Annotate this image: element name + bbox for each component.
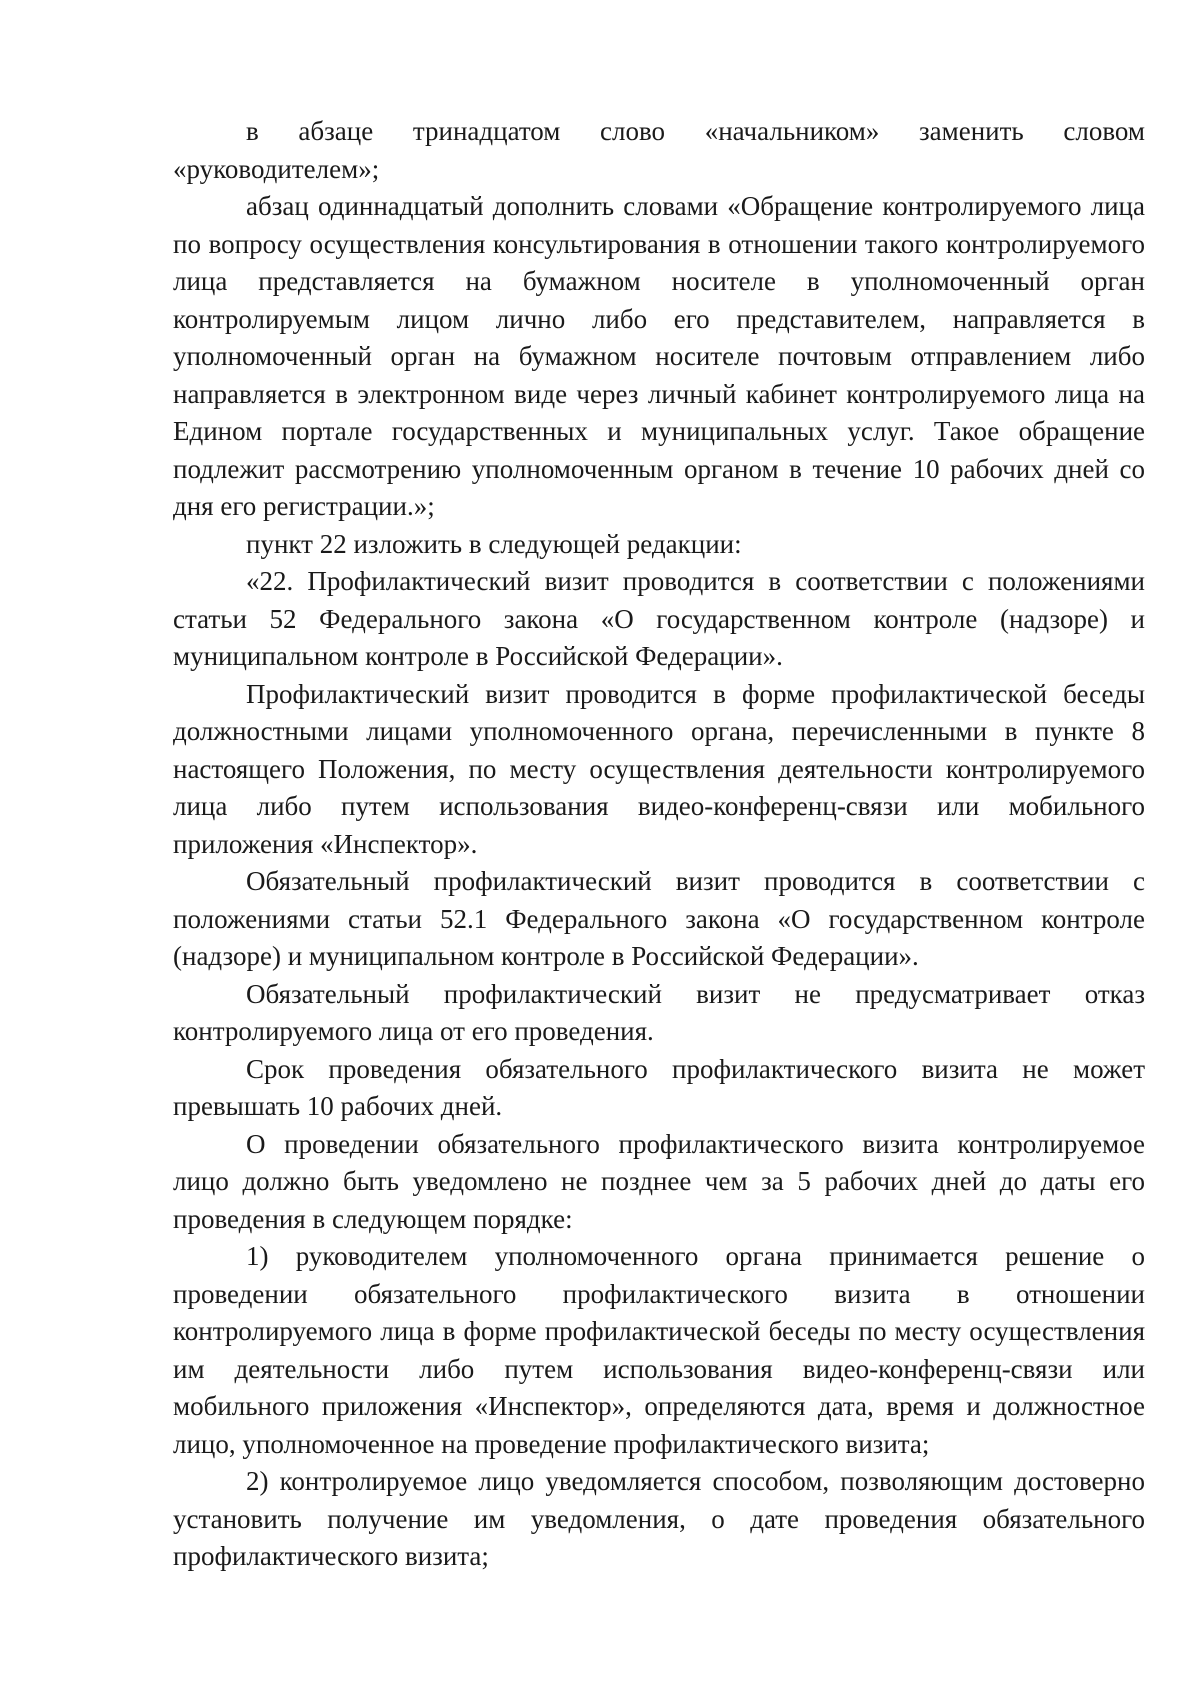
paragraph-amendment-abzac-11: абзац одиннадцатый дополнить словами «Обращение контролируемого лица по вопросу осуществления консультирования в отношении такого контролируемого лица представляется на бумажном носителе в уполномоченный орган контролируемым лицом лично либо его представителем, направляется в уполномоченный орган на бумажном носителе почтовым отправлением либо направляется в электронном виде через личный кабинет контролируемого лица на Едином портале государственных и муниципальных услуг. Такое обращение подлежит рассмотрению уполномоченным органом в течение 10 рабочих дней со дня его регистрации.»; — [173, 191, 1145, 521]
paragraph-mandatory-visit-no-refusal: Обязательный профилактический визит не предусматривает отказ контролируемого лица от его проведения. — [173, 978, 1145, 1046]
paragraph-amendment-abzac-13: в абзаце тринадцатом слово «начальником» заменить словом «руководителем»; — [173, 116, 1145, 184]
paragraph-mandatory-visit-term: Срок проведения обязательного профилактического визита не может превышать 10 рабочих дней. — [173, 1053, 1145, 1121]
list-item-2: 2) контролируемое лицо уведомляется способом, позволяющим достоверно установить получение им уведомления, о дате проведения обязательного профилактического визита; — [173, 1466, 1145, 1571]
paragraph-punkt-22-text: «22. Профилактический визит проводится в соответствии с положениями статьи 52 Федерального закона «О государственном контроле (надзоре) и муниципальном контроле в Российской Федерации». — [173, 566, 1145, 671]
paragraph-prophylactic-visit-form: Профилактический визит проводится в форме профилактической беседы должностными лицами уполномоченного органа, перечисленными в пункте 8 настоящего Положения, по месту осуществления деятельности контролируемого лица либо путем использования видео-конференц-связи или мобильного приложения «Инспектор». — [173, 678, 1145, 859]
paragraph-punkt-22-intro: пункт 22 изложить в следующей редакции: — [246, 528, 742, 559]
paragraph-mandatory-visit-basis: Обязательный профилактический визит проводится в соответствии с положениями статьи 52.1 Федерального закона «О государственном контроле (надзоре) и муниципальном контроле в Российской Федерации». — [173, 866, 1145, 971]
paragraph-notification-order: О проведении обязательного профилактического визита контролируемое лицо должно быть уведомлено не позднее чем за 5 рабочих дней до даты его проведения в следующем порядке: — [173, 1128, 1145, 1234]
list-item-1: 1) руководителем уполномоченного органа принимается решение о проведении обязательного профилактического визита в отношении контролируемого лица в форме профилактической беседы по месту осуществления им деятельности либо путем использования видео-конференц-связи или мобильного приложения «Инспектор», определяются дата, время и должностное лицо, уполномоченное на проведение профилактического визита; — [173, 1241, 1145, 1459]
